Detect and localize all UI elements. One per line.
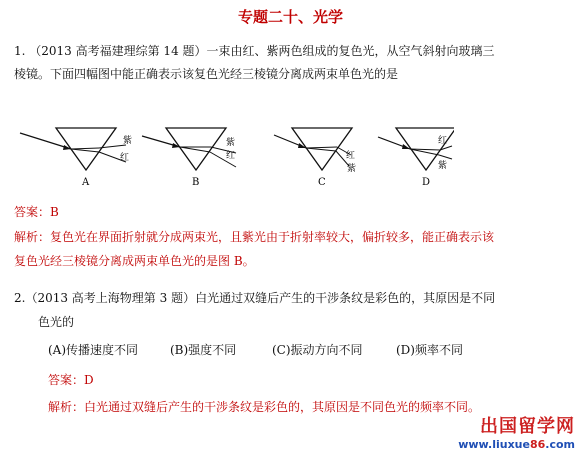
- refracted-ray: [180, 147, 210, 152]
- q1-analysis-line1: 解析：复色光在界面折射就分成两束光，且紫光由于折射率较大，偏折较多，能正确表示该: [14, 230, 495, 244]
- fig-c-top-label: 红: [346, 151, 356, 161]
- incident-ray: [20, 133, 71, 149]
- refracted-ray: [306, 148, 336, 151]
- q2-option-b: (B)强度不同: [170, 343, 237, 357]
- watermark-url-suffix: .com: [545, 438, 575, 451]
- prism-triangle: [292, 128, 352, 170]
- prism-triangle: [166, 128, 226, 170]
- q2-option-c: (C)振动方向不同: [272, 343, 363, 357]
- fig-a-letter: A: [82, 177, 90, 188]
- fig-b-letter: B: [192, 177, 200, 188]
- prism-diagram-svg: [14, 122, 454, 194]
- q2-option-d: (D)频率不同: [396, 343, 463, 357]
- q2-stem-line1: 2.（2013 高考上海物理第 3 题）白光通过双缝后产生的干涉条纹是彩色的，其原因是不同: [14, 291, 496, 305]
- fig-d-top-label: 红: [438, 136, 448, 146]
- fig-b-top-label: 紫: [226, 138, 236, 148]
- q2-answer: 答案：D: [48, 373, 94, 387]
- fig-d-bottom-label: 紫: [438, 161, 448, 171]
- watermark-logo-text: 出国留学网: [480, 416, 575, 437]
- refracted-ray: [71, 149, 99, 152]
- watermark-url-prefix: www.liuxue: [458, 438, 530, 451]
- emergent-ray: [439, 155, 452, 159]
- q1-stem-line1: 1. （2013 高考福建理综第 14 题）一束由红、紫两色组成的复色光，从空气斜射向玻璃三: [14, 44, 495, 58]
- site-watermark: [458, 412, 575, 451]
- fig-b-bottom-label: 红: [226, 151, 236, 161]
- fig-a-bottom-label: 红: [120, 153, 130, 163]
- prism-figure-c: [274, 128, 356, 188]
- refracted-ray: [306, 147, 337, 148]
- prism-figures: [14, 122, 454, 194]
- watermark-url: [458, 438, 575, 451]
- fig-d-letter: D: [422, 177, 431, 188]
- q1-analysis-line2: 复色光经三棱镜分离成两束单色光的是图 B。: [14, 254, 255, 268]
- prism-figure-b: [142, 128, 236, 188]
- q2-option-a: (A)传播速度不同: [48, 343, 139, 357]
- page-title: 专题二十、光学: [237, 8, 343, 26]
- watermark-url-number: 86: [529, 438, 546, 451]
- fig-c-bottom-label: 紫: [347, 164, 357, 174]
- q1-stem-line2: 棱镜。下面四幅图中能正确表示该复色光经三棱镜分离成两束单色光的是: [14, 67, 399, 81]
- prism-figure-a: [20, 128, 132, 188]
- fig-c-letter: C: [318, 177, 326, 188]
- q1-answer: 答案：B: [14, 205, 59, 219]
- fig-a-top-label: 紫: [123, 136, 133, 146]
- q2-stem-line2: 色光的: [38, 315, 75, 329]
- prism-figure-d: [378, 128, 454, 188]
- refracted-ray: [71, 148, 99, 149]
- q2-analysis: 解析：白光通过双缝后产生的干涉条纹是彩色的，其原因是不同色光的频率不同。: [48, 400, 481, 414]
